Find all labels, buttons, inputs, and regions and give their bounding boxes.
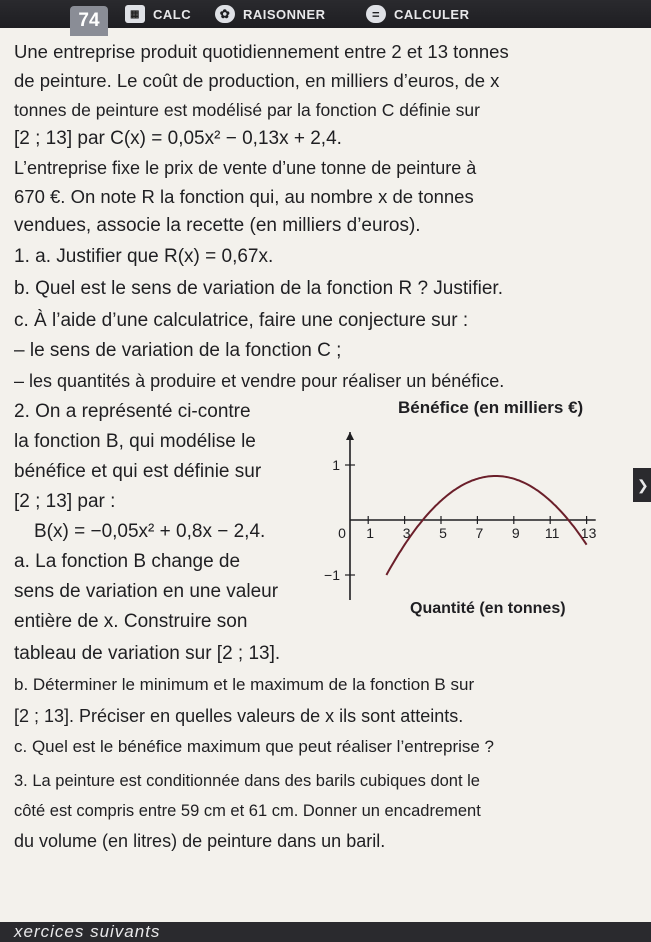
q2-c: c. Quel est le bénéfice maximum que peut réaliser l’entreprise ? xyxy=(14,737,495,756)
q2-line-11: [2 ; 13]. Préciser en quelles valeurs de x ils sont atteints. xyxy=(14,706,464,726)
tag-calc xyxy=(125,4,191,24)
x-tick-label: 0 xyxy=(338,525,346,541)
intro-line-3: tonnes de peinture est modélisé par la fonction C définie sur xyxy=(14,100,480,120)
x-tick-label: 13 xyxy=(580,525,597,541)
q1-c2: – les quantités à produire et vendre pour réaliser un bénéfice. xyxy=(14,371,505,391)
edge-marker xyxy=(633,468,651,502)
intro-line-6: 670 €. On note R la fonction qui, au nombre x de tonnes xyxy=(14,186,474,207)
y-tick-label: 1 xyxy=(332,457,340,473)
intro-line-7: vendues, associe la recette (en milliers d’euros). xyxy=(14,215,421,236)
y-tick-label: −1 xyxy=(324,567,340,583)
q2-line-4: [2 ; 13] par : xyxy=(14,491,116,512)
exercise-number: 74 xyxy=(70,6,108,36)
q2-line-2: la fonction B, qui modélise le xyxy=(14,431,256,452)
y-axis-arrow xyxy=(346,432,354,440)
q2-line-9: tableau de variation sur [2 ; 13]. xyxy=(14,643,281,664)
q2-line-1: 2. On a représenté ci-contre xyxy=(14,401,251,422)
q1-c: c. À l’aide d’une calculatrice, faire une conjecture sur : xyxy=(14,310,469,331)
q3-line-1: 3. La peinture est conditionnée dans des barils cubiques dont le xyxy=(14,772,480,790)
q1-c1: – le sens de variation de la fonction C ; xyxy=(14,340,342,361)
chart-xlabel: Quantité (en tonnes) xyxy=(410,600,566,617)
q2-line-3: bénéfice et qui est définie sur xyxy=(14,461,262,482)
q3-line-3: du volume (en litres) de peinture dans un baril. xyxy=(14,831,386,851)
chevron-right-icon: ❯ xyxy=(637,477,649,493)
footer-text: xercices suivants xyxy=(14,922,161,941)
x-tick-label: 3 xyxy=(402,525,411,541)
q2-b: b. Déterminer le minimum et le maximum de la fonction B sur xyxy=(14,675,475,694)
q2-line-8: entière de x. Construire son xyxy=(14,611,248,632)
x-tick-label: 1 xyxy=(366,525,375,541)
q2-formula: B(x) = −0,05x² + 0,8x − 2,4. xyxy=(34,521,266,542)
q2-line-a: a. La fonction B change de xyxy=(14,551,241,572)
tag-raisonner-label: RAISONNER xyxy=(243,6,326,22)
calculator-icon: ▦ xyxy=(125,5,145,23)
q2-line-7: sens de variation en une valeur xyxy=(14,581,279,602)
intro-line-5: L’entreprise fixe le prix de vente d’une tonne de peinture à xyxy=(14,158,477,178)
x-tick-label: 5 xyxy=(439,525,447,541)
chart-title: Bénéfice (en milliers €) xyxy=(398,398,584,417)
equals-icon: = xyxy=(366,5,386,23)
intro-line-1: Une entreprise produit quotidiennement entre 2 et 13 tonnes xyxy=(14,41,509,62)
intro-line-4: [2 ; 13] par C(x) = 0,05x² − 0,13x + 2,4. xyxy=(14,128,342,149)
gear-icon: ✿ xyxy=(215,5,235,23)
q1-a: 1. a. Justifier que R(x) = 0,67x. xyxy=(14,246,274,267)
q3-line-2: côté est compris entre 59 cm et 61 cm. Donner un encadrement xyxy=(14,802,481,820)
x-tick-label: 9 xyxy=(511,525,520,541)
q1-b: b. Quel est le sens de variation de la fonction R ? Justifier. xyxy=(14,278,503,299)
x-tick-label: 11 xyxy=(544,525,560,541)
tag-calc-label: CALC xyxy=(153,6,192,22)
tag-calculer-label: CALCULER xyxy=(394,6,470,22)
benefit-chart xyxy=(320,420,620,600)
intro-line-2: de peinture. Le coût de production, en milliers d’euros, de x xyxy=(14,70,500,91)
tag-calculer xyxy=(366,4,470,24)
x-tick-label: 7 xyxy=(475,525,484,541)
tag-raisonner xyxy=(215,4,326,24)
